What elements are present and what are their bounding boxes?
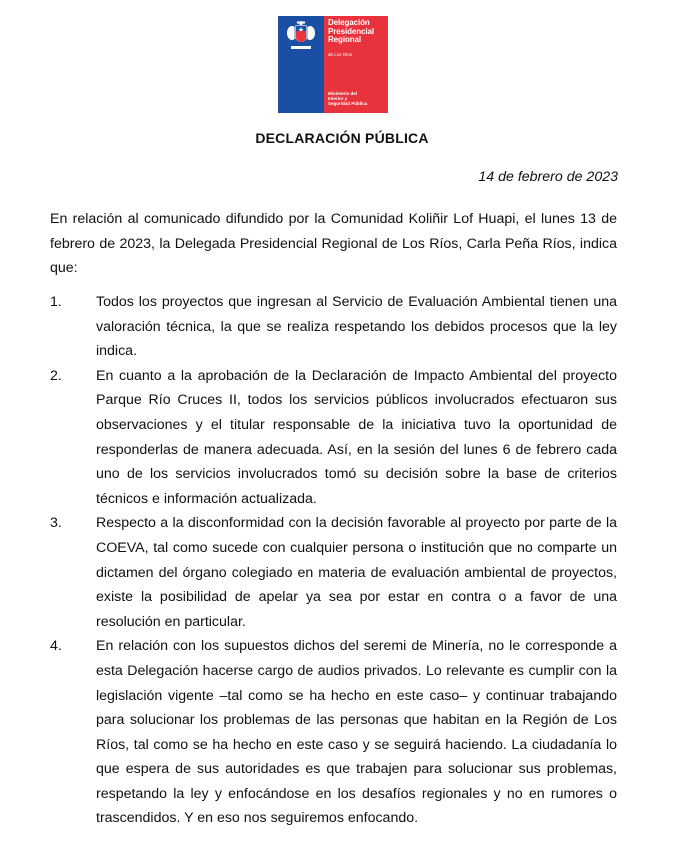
item-text: Todos los proyectos que ingresan al Servicio de Evaluación Ambiental tienen una valoración técnica, la que se realiza respetando los debidos procesos que la ley indica. — [96, 294, 617, 360]
logo-red-panel — [324, 16, 388, 113]
delegacion-logo — [278, 16, 388, 113]
list-item — [50, 634, 617, 831]
item-number: 4. — [50, 638, 62, 655]
list-item — [50, 364, 617, 512]
logo-blue-panel — [278, 16, 324, 113]
item-number: 3. — [50, 515, 62, 532]
document-date: 14 de febrero de 2023 — [478, 169, 618, 185]
item-text: En cuanto a la aprobación de la Declaración de Impacto Ambiental del proyecto Parque Río Cruces II, todos los servicios públicos involucrados efectuaron sus observaciones y el titular responsable de la iniciativa tuvo la oportunidad de responderlas de manera adecuada. Así, en la sesión del lunes 6 de febrero cada uno de los servicios involucrados tomó su decisión sobre la base de criterios técnicos e información actualizada. — [96, 367, 617, 507]
item-number: 2. — [50, 367, 62, 384]
item-text: Respecto a la disconformidad con la decisión favorable al proyecto por parte de la COEVA, tal como sucede con cualquier persona o institución que no comparte un dictamen del órgano colegiado en materia de evaluación ambiental de proyectos, existe la posibilidad de apelar ya sea por estar en contra o a favor de una resolución en particular. — [96, 515, 617, 630]
logo-blue-band — [278, 56, 324, 113]
item-number: 1. — [50, 294, 62, 310]
logo-title: Delegación Presidencial Regional — [328, 18, 374, 45]
logo-subtitle: de Los Ríos — [328, 52, 353, 57]
list-item — [50, 290, 617, 364]
document-title: DECLARACIÓN PÚBLICA — [255, 130, 429, 146]
list-item — [50, 511, 617, 634]
declaration-list — [50, 290, 617, 831]
item-text: En relación con los supuestos dichos del seremi de Minería, no le corresponde a esta Delegación hacerse cargo de audios privados. Lo relevante es cumplir con la legislación vigente –tal como se ha hecho en este caso– y continuar trabajando para solucionar los problemas de las personas que habitan en la Región de Los Ríos, tal como se ha hecho en este caso y se seguirá haciendo. La ciudadanía lo que espera de sus autoridades es que trabajen para solucionar sus problemas, respetando la ley y enfocándose en los desafíos regionales y no en rumores o trascendidos. Y en eso nos seguiremos enfocando. — [96, 638, 617, 827]
coat-of-arms-icon — [278, 16, 324, 56]
intro-paragraph: En relación al comunicado difundido por la Comunidad Koliñir Lof Huapi, el lunes 13 de febrero de 2023, la Delegada Presidencial Regional de Los Ríos, Carla Peña Ríos, indica que: — [50, 211, 617, 277]
logo-ministry: Ministerio del Interior y Seguridad Pública — [328, 91, 368, 107]
